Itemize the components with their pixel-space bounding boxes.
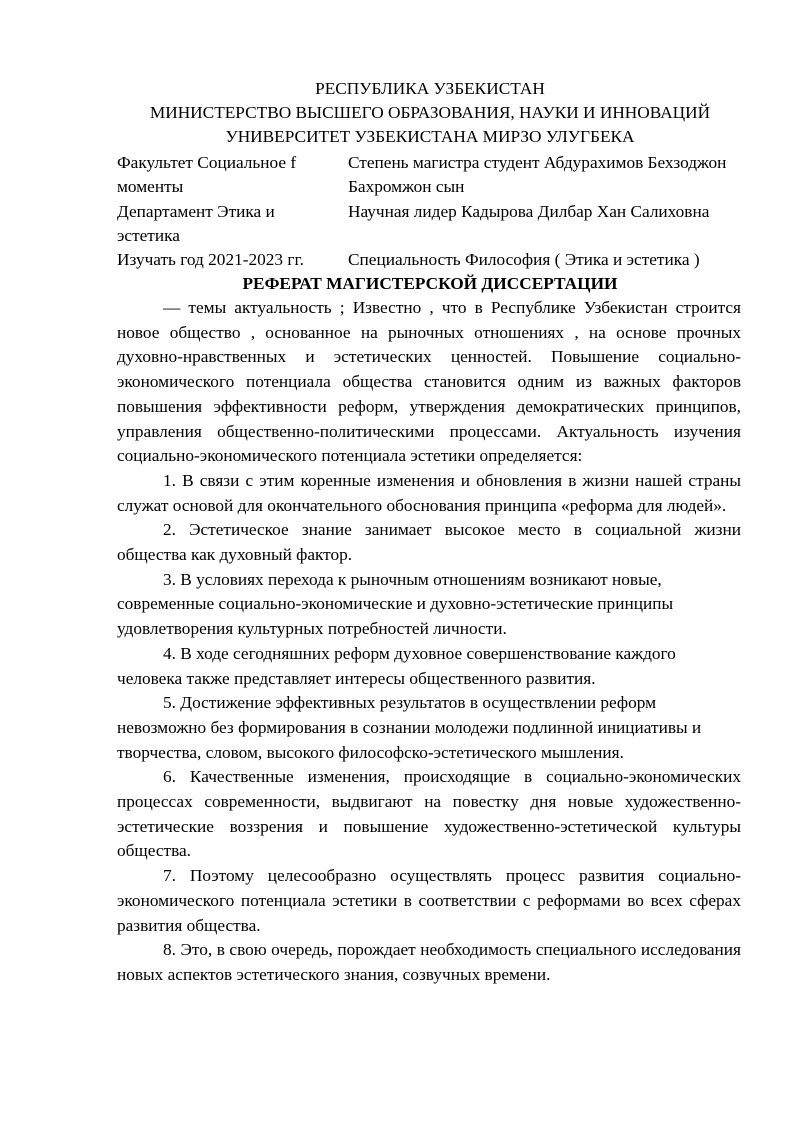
paragraph-6: 6. Качественные изменения, происходящие в социально-экономических процессах современности, выдвигают на повестку дня новые художественно-эстетические воззрения и повышение художественно-эстетической культуры общества. bbox=[117, 767, 741, 861]
paragraph-intro: — темы актуальность ; Известно , что в Республике Узбекистан строится новое общество , основанное на рыночных отношениях , на основе прочных духовно-нравственных и эстетических ценностей. Повышение социально-экономического потенциала общества становится одним из важных факторов повышения эффективности реформ, утверждения демократических принципов, управления общественно-политическими процессами. Актуальность изучения социально-экономического потенциала эстетики определяется: bbox=[117, 298, 741, 466]
faculty-label: Факультет Социальное f моменты bbox=[117, 153, 297, 196]
paragraph-1: 1. В связи с этим коренные изменения и обновления в жизни нашей страны служат основой для окончательного обоснования принципа «реформа для людей». bbox=[117, 470, 741, 515]
supervisor: Научная лидер Кадырова Дилбар Хан Салиховна bbox=[348, 202, 710, 221]
degree-student: Степень магистра студент Абдурахимов Бехзоджон Бахромжон сын bbox=[348, 153, 727, 196]
header-country: РЕСПУБЛИКА УЗБЕКИСТАН bbox=[315, 79, 545, 98]
header-ministry: МИНИСТЕРСТВО ВЫСШЕГО ОБРАЗОВАНИЯ, НАУКИ И ИННОВАЦИЙ bbox=[149, 103, 711, 122]
paragraph-5: 5. Достижение эффективных результатов в осуществлении реформ невозможно без формирования в сознании молодежи подлинной инициативы и творчества, словом, высокого философско-эстетического мышления. bbox=[117, 693, 702, 762]
paragraph-2: 2. Эстетическое знание занимает высокое место в социальной жизни общества как духовный фактор. bbox=[117, 520, 741, 565]
abstract-body bbox=[117, 296, 741, 988]
paragraph-3: 3. В условиях перехода к рыночным отношениям возникают новые, современные социально-экономические и духовно-эстетические принципы удовлетворения культурных потребностей личности. bbox=[117, 569, 674, 639]
study-year: Изучать год 2021-2023 гг. bbox=[117, 250, 304, 269]
specialty: Специальность Философия ( Этика и эстетика ) bbox=[348, 250, 700, 269]
paragraph-4: 4. В ходе сегодняшних реформ духовное совершенствование каждого человека также представляет интересы общественного развития. bbox=[117, 643, 676, 688]
paragraph-7: 7. Поэтому целесообразно осуществлять процесс развития социально-экономического потенциала эстетики в соответствии с реформами во всех сферах развития общества. bbox=[117, 866, 741, 935]
department-label: Департамент Этика и эстетика bbox=[117, 202, 275, 245]
abstract-title: РЕФЕРАТ МАГИСТЕРСКОЙ ДИССЕРТАЦИИ bbox=[242, 274, 618, 293]
paragraph-8: 8. Это, в свою очередь, порождает необходимость специального исследования новых аспектов эстетического знания, созвучных времени. bbox=[117, 940, 741, 984]
header-university: УНИВЕРСИТЕТ УЗБЕКИСТАНА МИРЗО УЛУГБЕКА bbox=[225, 127, 635, 146]
